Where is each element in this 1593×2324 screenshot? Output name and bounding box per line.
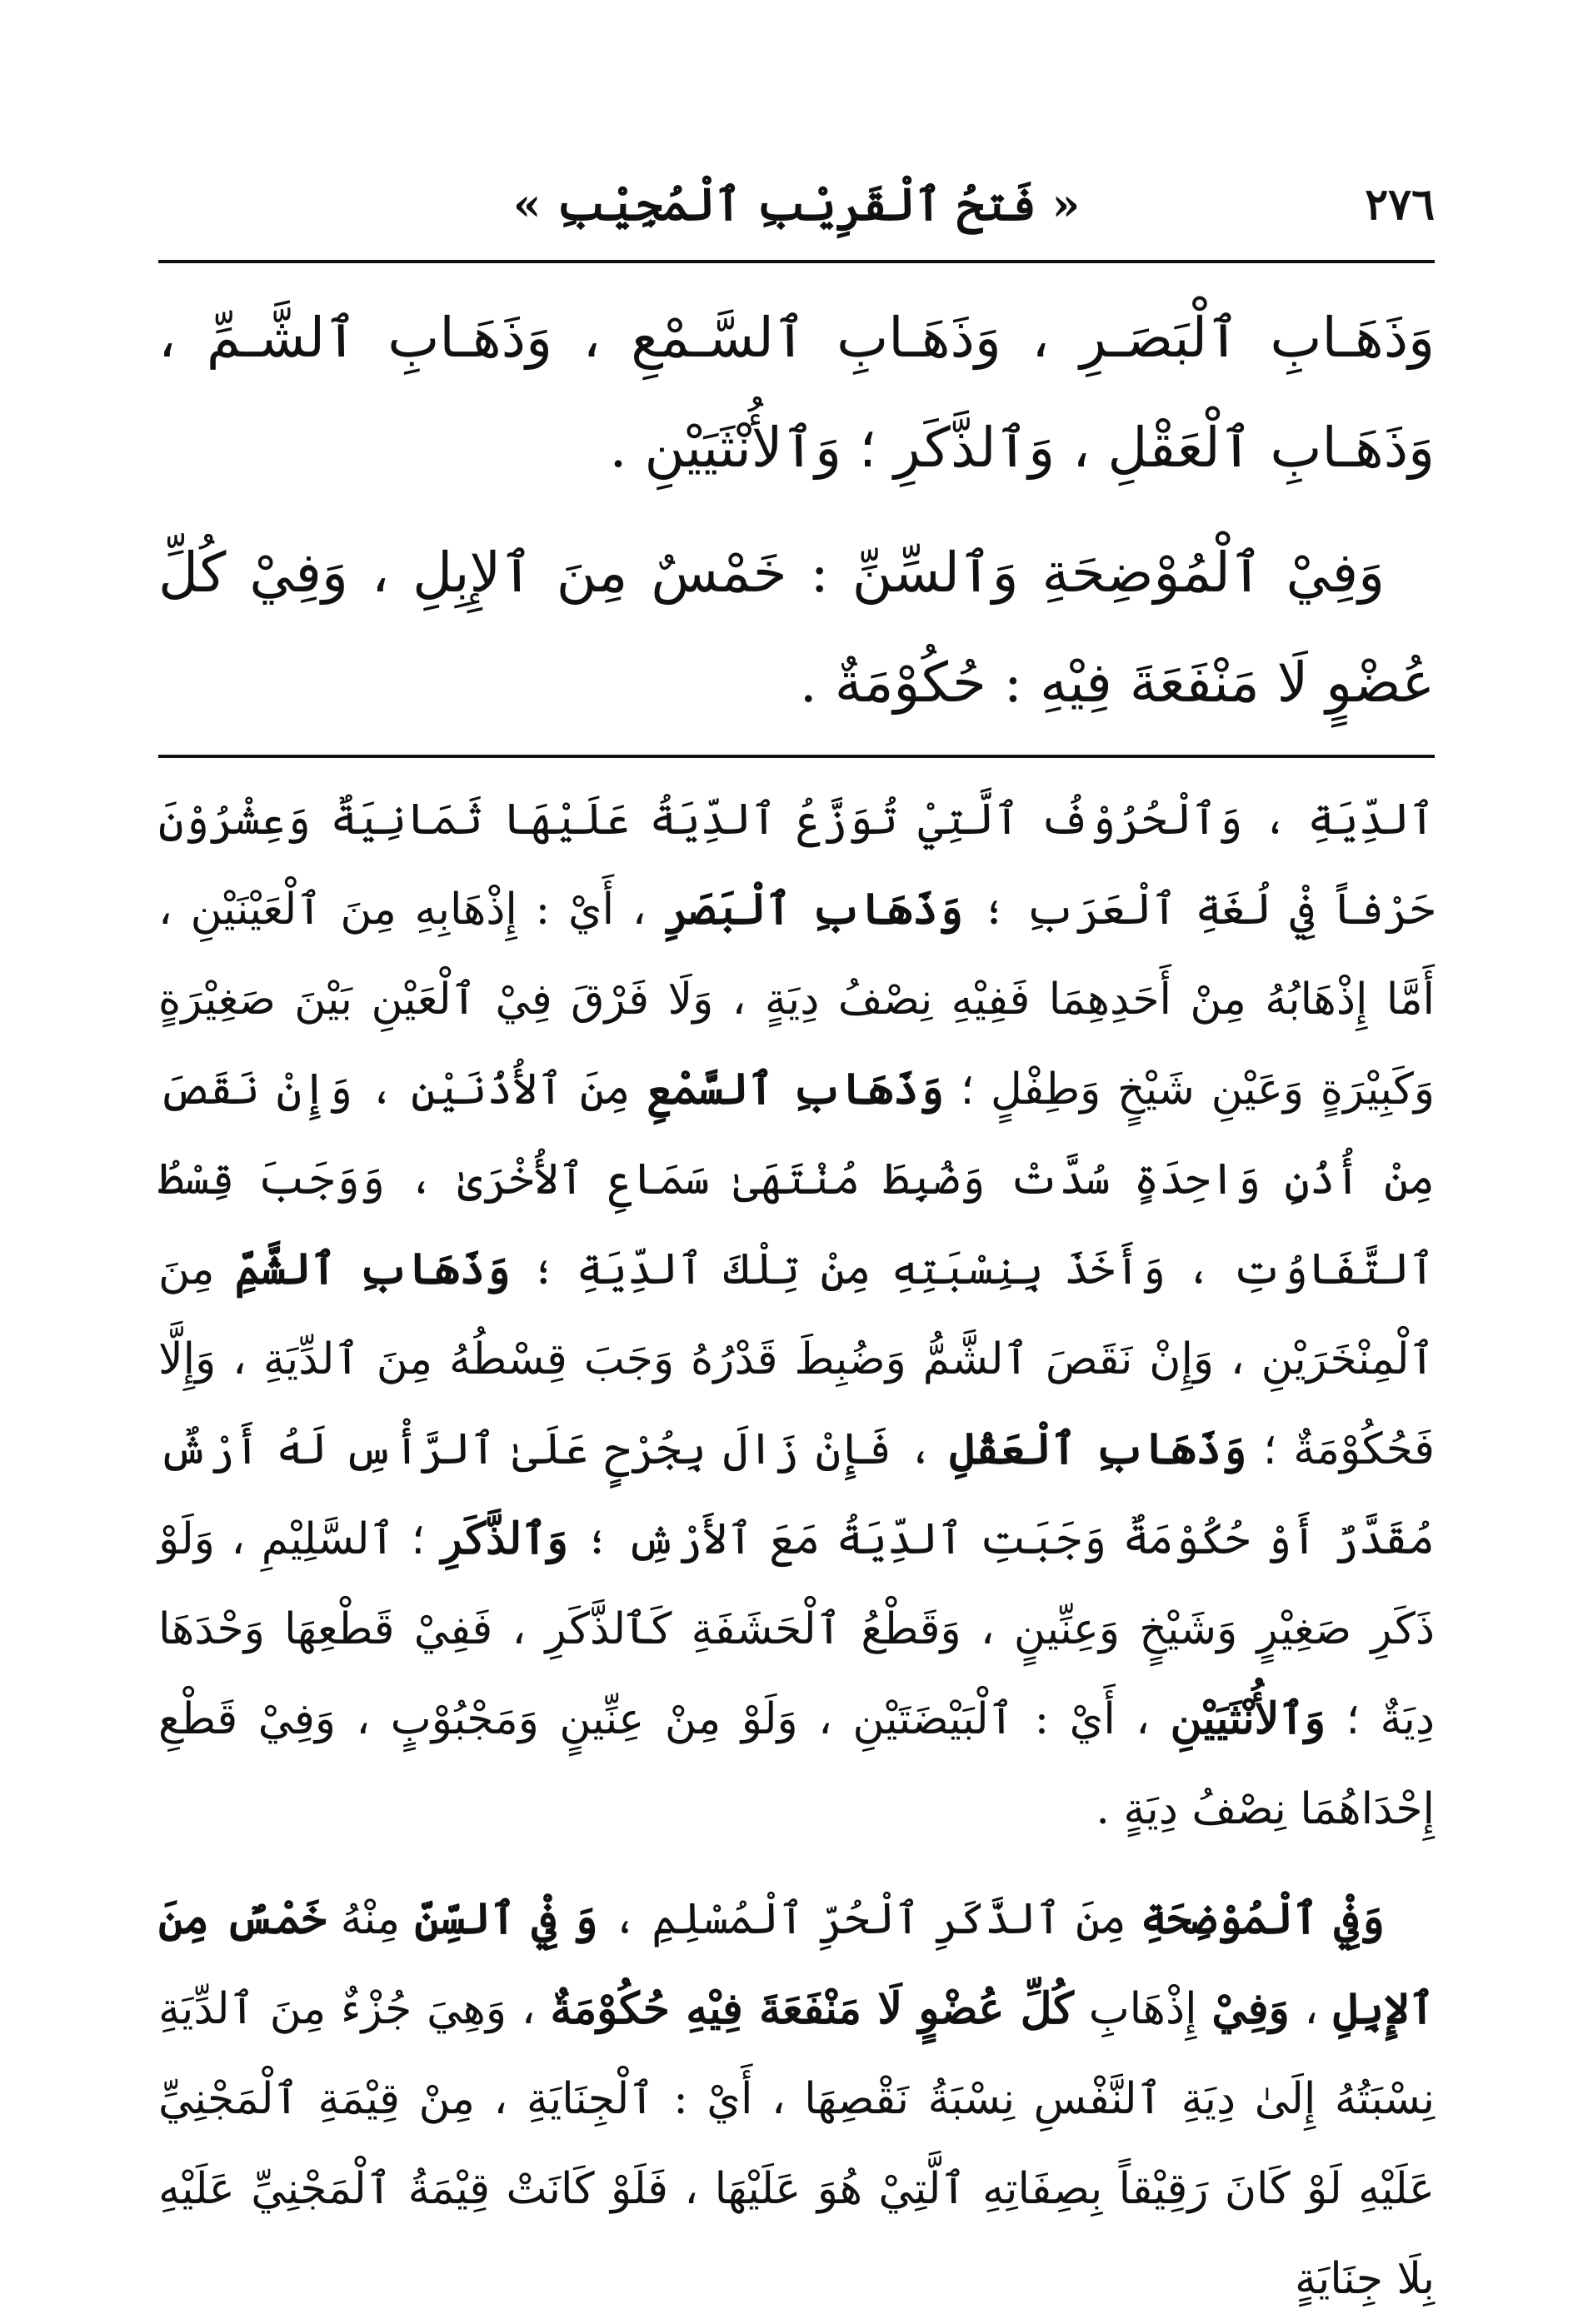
quoted-matn-phrase: وَذَهَابِ ٱلشَّمِّ xyxy=(234,1244,511,1294)
commentary-text-run: مِنَ ٱلذَّكَرِ ٱلْحُرِّ ٱلْمُسْلِمِ ، xyxy=(597,1894,1141,1944)
commentary-text-run: ، xyxy=(1289,1984,1334,2034)
matn-text xyxy=(158,283,1435,738)
page-header xyxy=(158,158,1435,250)
quoted-matn-phrase: وَذَهَابِ ٱلْعَقْلِ xyxy=(949,1424,1247,1474)
quoted-matn-phrase: وَٱلذَّكَرِ xyxy=(441,1514,568,1564)
commentary-paragraph-2 xyxy=(158,1874,1435,2324)
matn-paragraph-1: وَذَهَـابِ ٱلْبَصَـرِ ، وَذَهَـابِ ٱلسَّـمْعِ ، وَذَهَـابِ ٱلشَّـمِّ ، وَذَهَـابِ ٱلْعَقْلِ ، وَٱلذَّكَرِ ؛ وَٱلأُنْثَيَيْنِ . xyxy=(158,306,1435,480)
quoted-matn-phrase: كُلِّ عُضْوٍ لَا مَنْفَعَةَ فِيْهِ حُكُوْمَةٌ xyxy=(550,1983,1074,2034)
quoted-matn-phrase: وَ فِيْ ٱلسِّنِّ xyxy=(414,1893,598,1944)
commentary-text xyxy=(158,775,1435,2324)
quoted-matn-phrase: وَذَهَابِ ٱلْبَصَرِ xyxy=(664,884,964,935)
quoted-matn-phrase: خَمْسٌ مِنَ ٱلإِبِلِ xyxy=(158,1893,1435,2034)
commentary-text-run: ؛ ٱلسَّلِيْمِ ، وَلَوْ ذَكَرِ صَغِيْرٍ وَشَيْخٍ وَعِنِّينٍ ، وَقَطْعُ ٱلْحَشَفَةِ كَٱلذَّكَرِ ، فَفِيْ قَطْعِهَا وَحْدَهَا دِيَةٌ ؛ xyxy=(158,1514,1435,1744)
commentary-text-run: إِذْهَابِ xyxy=(1073,1984,1212,2034)
page-number: ٢٧٦ xyxy=(1365,178,1435,230)
quoted-matn-phrase: وَٱلأُنْثَيَيْنِ xyxy=(1170,1693,1326,1744)
commentary-text-run: ، أَيْ : إِذْهَابِهِ مِنَ ٱلْعَيْنَيْنِ ، أَمَّا إِذْهَابُهُ مِنْ أَحَدِهِمَا فَفِيْهِ نِصْفُ دِيَةٍ ، وَلَا فَرْقَ فِيْ ٱلْعَيْنِ بَيْنَ صَغِيْرَةٍ وَكَبِيْرَةٍ وَعَيْنِ شَيْخٍ وَطِفْلٍ ؛ xyxy=(158,885,1435,1115)
header-divider xyxy=(158,260,1435,263)
book-title: « فَتحُ ٱلْقَرِيْبِ ٱلْمُجِيْبِ » xyxy=(512,177,1081,231)
quoted-matn-phrase: وَفِيْ xyxy=(1211,1983,1290,2034)
commentary-text-run: ، وَهِيَ جُزْءٌ مِنَ ٱلدِّيَةِ نِسْبَتُهُ إِلَىٰ دِيَةِ ٱلنَّفْسِ نِسْبَةُ نَقْصِهَا ، أَيْ : ٱلْجِنَايَةِ ، مِنْ قِيْمَةِ ٱلْمَجْنِيِّ عَلَيْهِ لَوْ كَانَ رَقِيْقاً بِصِفَاتِهِ ٱلَّتِيْ هُوَ عَلَيْهَا ، فَلَوْ كَانَتْ قِيْمَةُ ٱلْمَجْنِيِّ عَلَيْهِ بِلَا جِنَايَةٍ xyxy=(158,1984,1435,2304)
quoted-matn-phrase: وَفِيْ ٱلْمُوْضِحَةِ xyxy=(1141,1893,1386,1944)
matn-commentary-divider xyxy=(158,755,1435,758)
commentary-paragraph-1 xyxy=(158,775,1435,1854)
commentary-text-run: ، فَإِنْ زَالَ بِجُرْحٍ عَلَىٰ ٱلرَّأْسِ لَهُ أَرْشٌ مُقَدَّرٌ أَوْ حُكُوْمَةٌ وَجَبَتِ ٱلدِّيَةُ مَعَ ٱلأَرْشِ ؛ xyxy=(158,1424,1435,1564)
commentary-text-run: مِنَ ٱلأُذُنَيْنِ ، وَإِنْ نَقَصَ مِنْ أُذُنٍ وَاحِدَةٍ سُدَّتْ وَضُبِطَ مُنْتَهَىٰ سَمَاعِ ٱلأُخْرَىٰ ، وَوَجَبَ قِسْطُ ٱلتَّفَاوُتِ ، وَأَخَذَ بِنِسْبَتِهِ مِنْ تِلْكَ ٱلدِّيَةِ ؛ xyxy=(158,1065,1436,1294)
commentary-text-run: ، أَيْ : ٱلْبَيْضَتَيْنِ ، وَلَوْ مِنْ عِنِّينٍ وَمَجْبُوْبٍ ، وَفِيْ قَطْعِ إِحْدَاهُمَا نِصْفُ دِيَةٍ . xyxy=(158,1694,1435,1834)
matn-paragraph-2: وَفِيْ ٱلْمُوْضِحَةِ وَٱلسِّنِّ : خَمْسٌ مِنَ ٱلإِبِلِ ، وَفِيْ كُلِّ عُضْوٍ لَا مَنْفَعَةَ فِيْهِ : حُكُوْمَةٌ . xyxy=(158,541,1435,715)
quoted-matn-phrase: وَذَهَابِ ٱلسَّمْعِ xyxy=(647,1064,944,1115)
commentary-text-run: مِنَ ٱلْمِنْخَرَيْنِ ، وَإِنْ نَقَصَ ٱلشَّمُّ وَضُبِطَ قَدْرُهُ وَجَبَ قِسْطُهُ مِنَ ٱلدِّيَةِ ، وَإِلَّا فَحُكُوْمَةٌ ؛ xyxy=(158,1244,1436,1474)
commentary-text-run: ٱلدِّيَةِ ، وَٱلْحُرُوْفُ ٱلَّتِيْ تُوَزَّعُ ٱلدِّيَةُ عَلَيْهَا ثَمَانِيَةٌ وَعِشْرُوْنَ حَرْفاً فِيْ لُغَةِ ٱلْعَرَبِ ؛ xyxy=(158,795,1435,935)
commentary-text-run: مِنْهُ xyxy=(326,1894,415,1944)
